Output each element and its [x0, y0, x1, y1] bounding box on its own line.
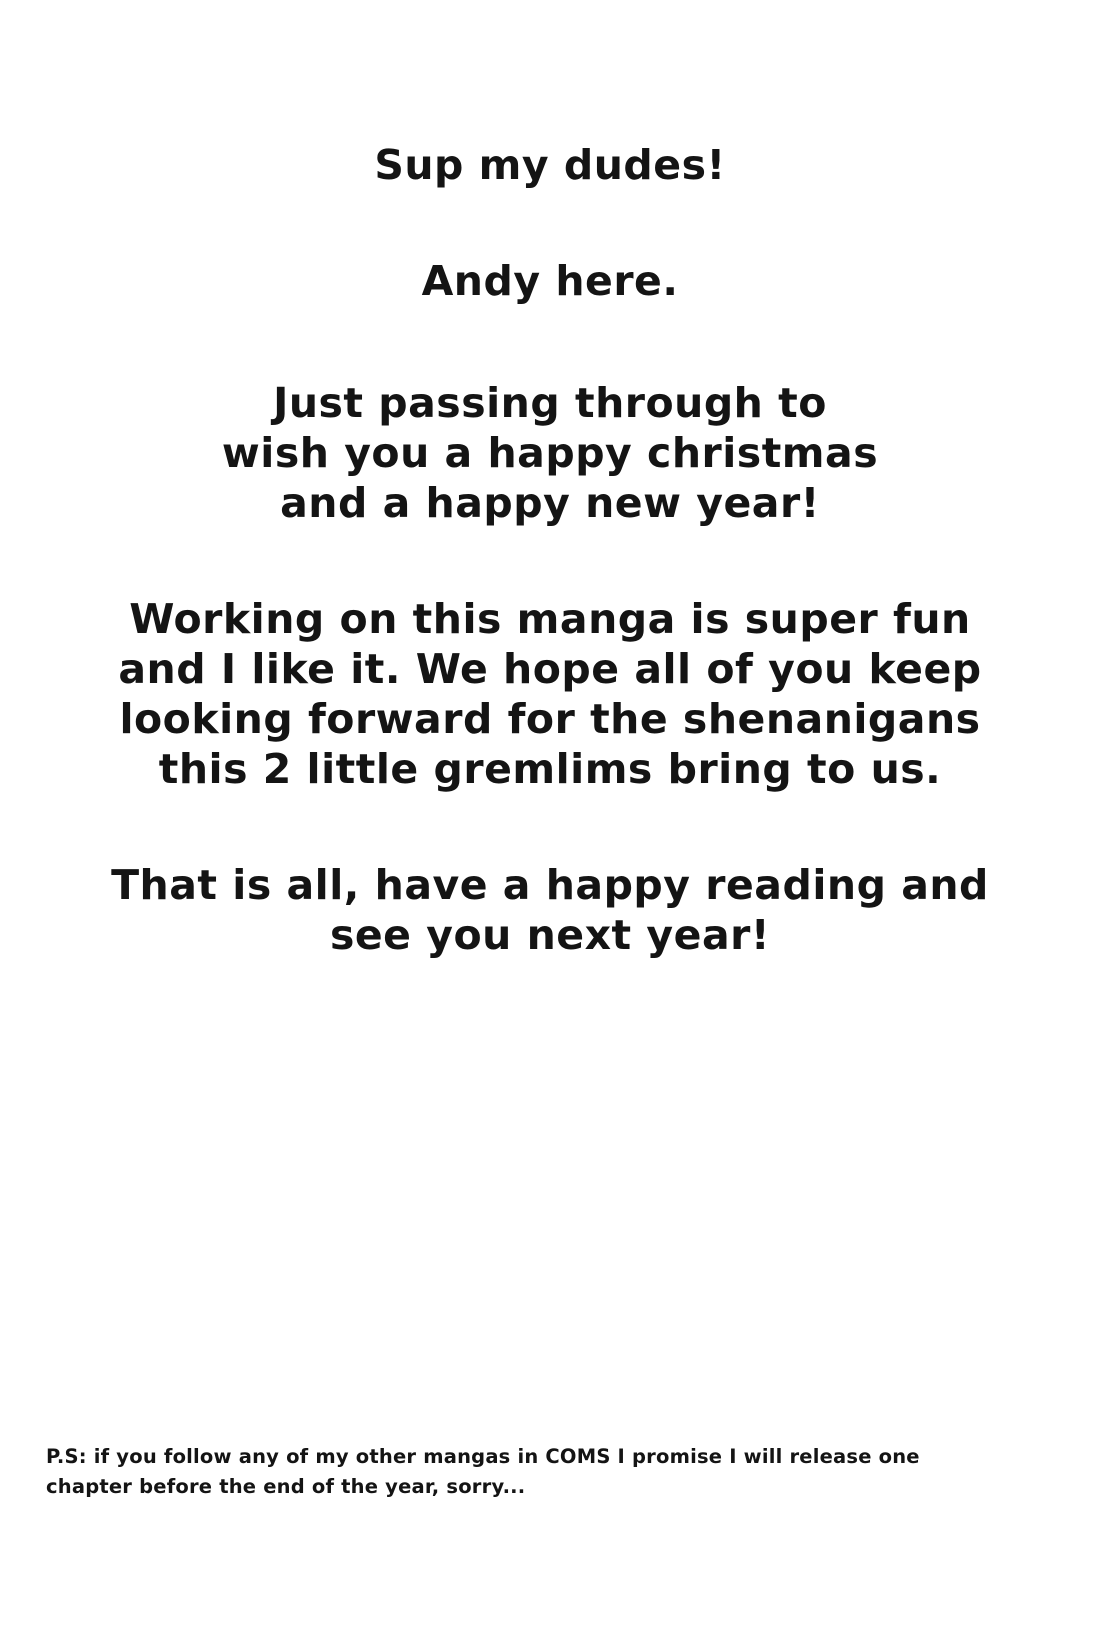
author-name-line: Andy here.	[421, 257, 679, 306]
paragraph-author-name	[0, 256, 1100, 306]
paragraph-closing	[0, 860, 1100, 960]
note-text-block	[0, 140, 1100, 960]
greeting-line: Sup my dudes!	[374, 141, 726, 189]
postscript-line-1: P.S: if you follow any of my other mangas in COMS I promise I will release one	[46, 1445, 920, 1468]
body-line-4: this 2 little gremlims bring to us.	[158, 745, 942, 794]
wish-line-2: wish you a happy christmas	[221, 429, 879, 478]
postscript-note	[46, 1442, 1054, 1502]
wish-line-1: Just passing through to	[273, 379, 827, 428]
postscript-line-2: chapter before the end of the year, sorry...	[46, 1475, 526, 1499]
paragraph-holiday-wish	[0, 378, 1100, 528]
body-line-2: and I like it. We hope all of you keep	[118, 645, 982, 694]
wish-line-3: and a happy new year!	[280, 479, 820, 528]
body-line-1: Working on this manga is super fun	[129, 595, 971, 644]
closing-line-1: That is all, have a happy reading and	[111, 861, 989, 910]
body-line-3: looking forward for the shenanigans	[119, 695, 981, 744]
paragraph-body	[0, 594, 1100, 794]
paragraph-greeting	[0, 140, 1100, 190]
closing-line-2: see you next year!	[329, 911, 771, 960]
